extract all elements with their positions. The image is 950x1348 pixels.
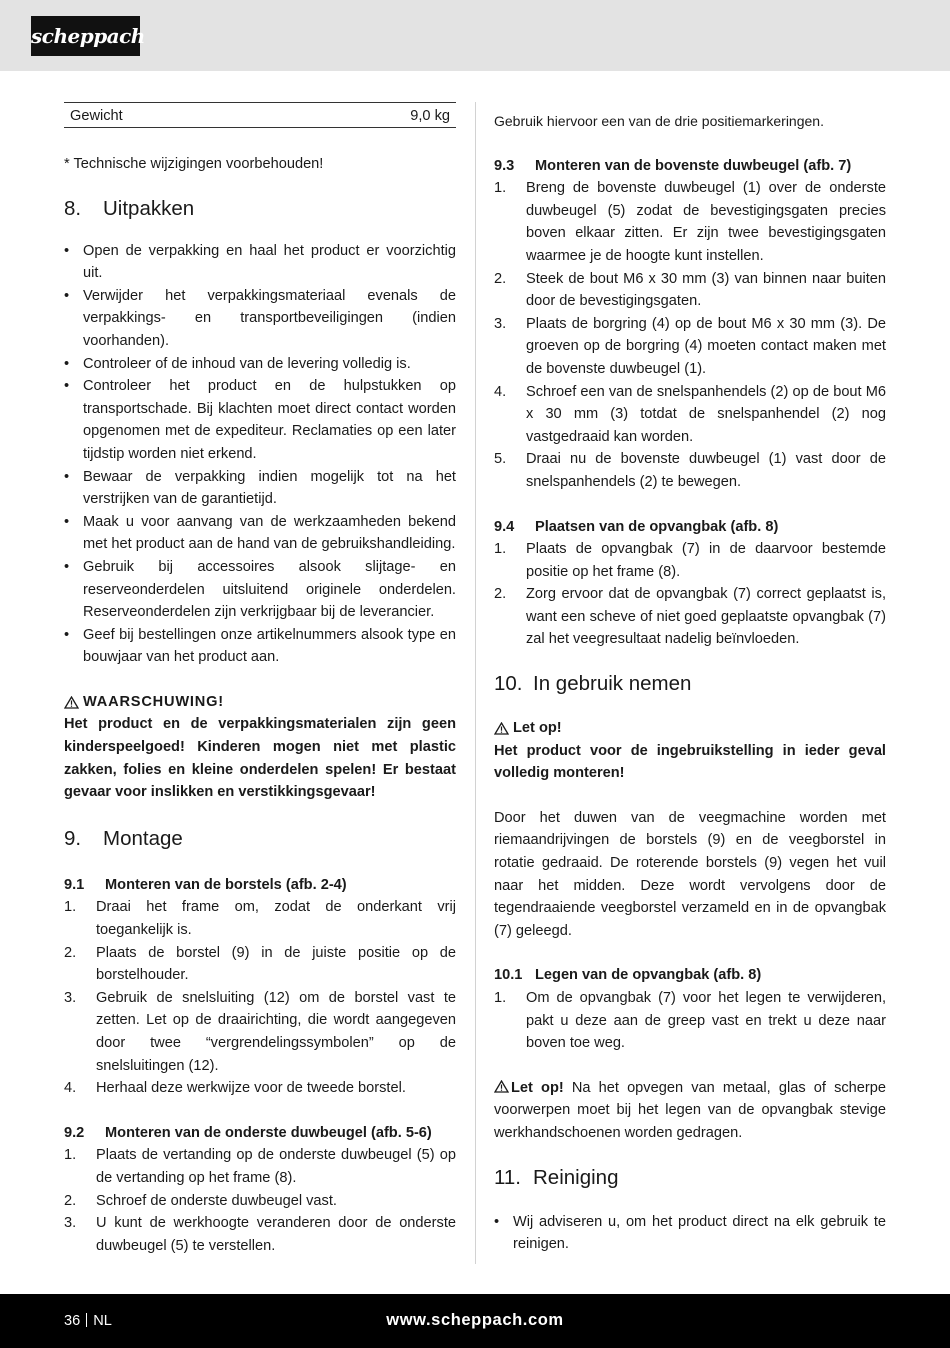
spec-label: Gewicht [70,108,123,124]
section-title: Uitpakken [103,196,195,220]
list-item: • Open de verpakking en haal het product er voorzichtig uit. [64,240,456,285]
caution-heading [494,717,886,740]
collector-placement-steps [494,538,886,651]
left-column [64,102,456,1257]
section-10-1-heading [494,964,886,987]
brush-mounting-steps [64,896,456,1099]
item-text: Plaats de vertanding op de onderste duwbeugel (5) op de vertanding op het frame (8). [96,1147,456,1186]
subsection-number: 9.2 [64,1124,85,1141]
section-10-heading [494,671,886,697]
item-number: 1. [494,541,507,558]
caution-triangle-icon [494,1080,509,1093]
section-11-heading [494,1165,886,1191]
list-item [64,1212,456,1257]
list-item [494,268,886,313]
item-text: Draai het frame om, zodat de onderkant vrij toegankelijk is. [96,899,456,939]
item-number: 2. [494,270,507,287]
list-item: • Bewaar de verpakking indien mogelijk tot na het verstrijken van de garantietijd. [64,466,456,511]
caution-note [494,1077,886,1145]
section-title: Montage [103,826,183,850]
lower-handle-steps [64,1144,456,1257]
warning-text: Het product en de verpakkingsmaterialen zijn geen kinderspeelgoed! Kinderen mogen niet met plastic zakken, folies en kleine onderdelen spelen! Er bestaat gevaar voor inslikken en verstikkingsgevaar! [64,716,456,801]
subsection-number: 10.1 [494,967,523,984]
list-item: • Wij adviseren u, om het product direct na elk gebruik te reinigen. [494,1211,886,1256]
item-number: 4. [494,383,507,400]
footer-bar [0,1294,950,1348]
cleaning-list [494,1211,886,1256]
section-number: 10. [494,672,523,696]
item-number: 1. [64,899,77,916]
item-text: Plaats de borstel (9) in de juiste positie op de borstelhouder. [96,944,456,984]
list-item [64,987,456,1077]
item-number: 2. [494,586,507,603]
tech-note: * Technische wijzigingen voorbehouden! [64,156,324,172]
list-item: • Maak u voor aanvang van de werkzaamheden bekend met het product aan de hand van de gebruikshandleiding. [64,511,456,556]
list-item [494,381,886,449]
item-number: 3. [494,315,507,332]
caution-note-text: Na het opvegen van metaal, glas of scherpe voorwerpen moet bij het legen van de opvangbak stevige werkhandschoenen worden gedragen. [494,1079,886,1141]
website-url: www.scheppach.com [386,1311,564,1329]
item-text: Schroef de onderste duwbeugel vast. [96,1192,337,1209]
list-item [64,1077,456,1100]
item-text: Steek de bout M6 x 30 mm (3) van binnen naar buiten door de bevestigingsgaten. [526,270,886,310]
section-9-4-heading [494,516,886,539]
list-item [494,448,886,493]
list-item [64,1144,456,1189]
subsection-title: Legen van de opvangbak (afb. 8) [535,967,762,984]
spec-table-row [64,102,456,128]
section-number: 8. [64,196,82,220]
subsection-title: Monteren van de borstels (afb. 2-4) [105,876,347,893]
section-9-3-heading [494,155,886,178]
section-9-heading [64,826,456,852]
item-text: U kunt de werkhoogte veranderen door de onderste duwbeugel (5) te verstellen. [96,1215,456,1254]
item-number: 4. [64,1080,77,1097]
operation-paragraph: Door het duwen van de veegmachine worden met riemaandrijvingen de borstels (9) en de veegborstel in rotatie gedraaid. De roterende borstels (9) vegen het vuil naar het midden. Deze wordt vervolgens door de tegendraaiende veegborstel verzameld en in de opvangbak (7) geleegd. [494,809,886,939]
caution-note-title: Let op! [511,1079,564,1096]
caution-text: Het product voor de ingebruikstelling in ieder geval volledig monteren! [494,742,886,782]
section-title: Reiniging [533,1165,619,1189]
subsection-title: Plaatsen van de opvangbak (afb. 8) [535,518,779,535]
subsection-title: Monteren van de onderste duwbeugel (afb. 5-6) [105,1124,432,1141]
section-9-1-heading [64,874,456,897]
item-number: 3. [64,989,77,1006]
warning-title: WAARSCHUWING! [83,693,224,710]
subsection-number: 9.4 [494,518,515,535]
item-number: 1. [494,990,507,1006]
upper-handle-steps [494,177,886,493]
subsection-number: 9.1 [64,876,85,893]
page-number: 36 [64,1313,81,1329]
list-item: • Controleer het product en de hulpstukken op transportschade. Bij klachten moet direct contact worden opgenomen met de expediteur. Reclamaties op een later tijdstip worden niet erkend. [64,375,456,465]
item-text: Herhaal deze werkwijze voor de tweede borstel. [96,1080,406,1097]
unpacking-list [64,240,456,669]
section-number: 11. [494,1165,521,1189]
list-item: • Gebruik bij accessoires alsook slijtage- en reserveonderdelen uitsluitend originele onderdelen. Reserveonderdelen zijn verkrijgbaar bij de leverancier. [64,556,456,624]
item-number: 1. [494,180,507,197]
list-item: • Verwijder het verpakkingsmateriaal evenals de verpakkings- en transportbeveiligingen (indien voorhanden). [64,285,456,353]
caution-title: Let op! [513,720,562,737]
section-number: 9. [64,826,82,850]
item-text: Schroef een van de snelspanhendels (2) op de bout M6 x 30 mm (3) totdat de snelspanhendel (2) nog vastgedraaid kan worden. [526,383,886,445]
section-title: In gebruik nemen [533,672,692,696]
caution-triangle-icon [494,722,509,735]
item-text: Plaats de opvangbak (7) in de daarvoor bestemde positie op het frame (8). [526,541,886,580]
item-number: 1. [64,1147,77,1164]
subsection-number: 9.3 [494,157,515,174]
item-text: Draai nu de bovenste duwbeugel (1) vast door de snelspanhendels (2) te bewegen. [526,451,886,490]
list-item: • Controleer of de inhoud van de levering volledig is. [64,353,456,376]
list-item [64,1190,456,1213]
item-number: 3. [64,1215,77,1232]
section-9-2-heading [64,1122,456,1145]
item-text: Om de opvangbak (7) voor het legen te verwijderen, pakt u deze aan de greep vast en trekt u deze naar boven toe weg. [526,990,886,1052]
brand-logo: scheppach [31,16,140,56]
warning-heading [64,691,456,714]
list-item [64,896,456,941]
list-item: • Geef bij bestellingen onze artikelnummers alsook type en bouwjaar van het product aan. [64,624,456,669]
item-text: Zorg ervoor dat de opvangbak (7) correct geplaatst is, want een scheve of niet goed geplaatste opvangbak (7) zal het veegresultaat nadelig beïnvloeden. [526,586,886,648]
language-code: NL [93,1313,112,1329]
item-text: Plaats de borgring (4) op de bout M6 x 30 mm (3). De groeven op de borgring (4) moeten contact maken met de bovenste duwbeugel (1). [526,315,886,377]
intro-text: Gebruik hiervoor een van de drie positiemarkeringen. [494,113,824,129]
item-number: 5. [494,451,507,468]
subsection-title: Monteren van de bovenste duwbeugel (afb. 7) [535,157,852,174]
list-item [494,177,886,267]
right-column [494,102,886,1256]
item-number: 2. [64,1192,77,1209]
emptying-steps [494,987,886,1055]
list-item [494,538,886,583]
list-item [64,942,456,987]
column-divider [475,102,476,1264]
warning-triangle-icon [64,696,79,709]
item-text: Breng de bovenste duwbeugel (1) over de onderste duwbeugel (5) zodat de bevestigingsgaten precies boven elkaar zitten. Er zijn twee bevestigingsgaten waarmee je de hoogte kunt instellen. [526,180,886,264]
spec-value: 9,0 kg [410,108,450,124]
list-item [494,987,886,1055]
item-number: 2. [64,944,77,961]
list-item [494,313,886,381]
list-item [494,583,886,651]
section-8-heading [64,196,456,222]
header-bar [0,0,950,71]
item-text: Gebruik de snelsluiting (12) om de borstel vast te zetten. Let op de draairichting, die wordt aangegeven door twee “vergrendelingssymbolen” op de snelsluitingen (12). [96,989,456,1074]
